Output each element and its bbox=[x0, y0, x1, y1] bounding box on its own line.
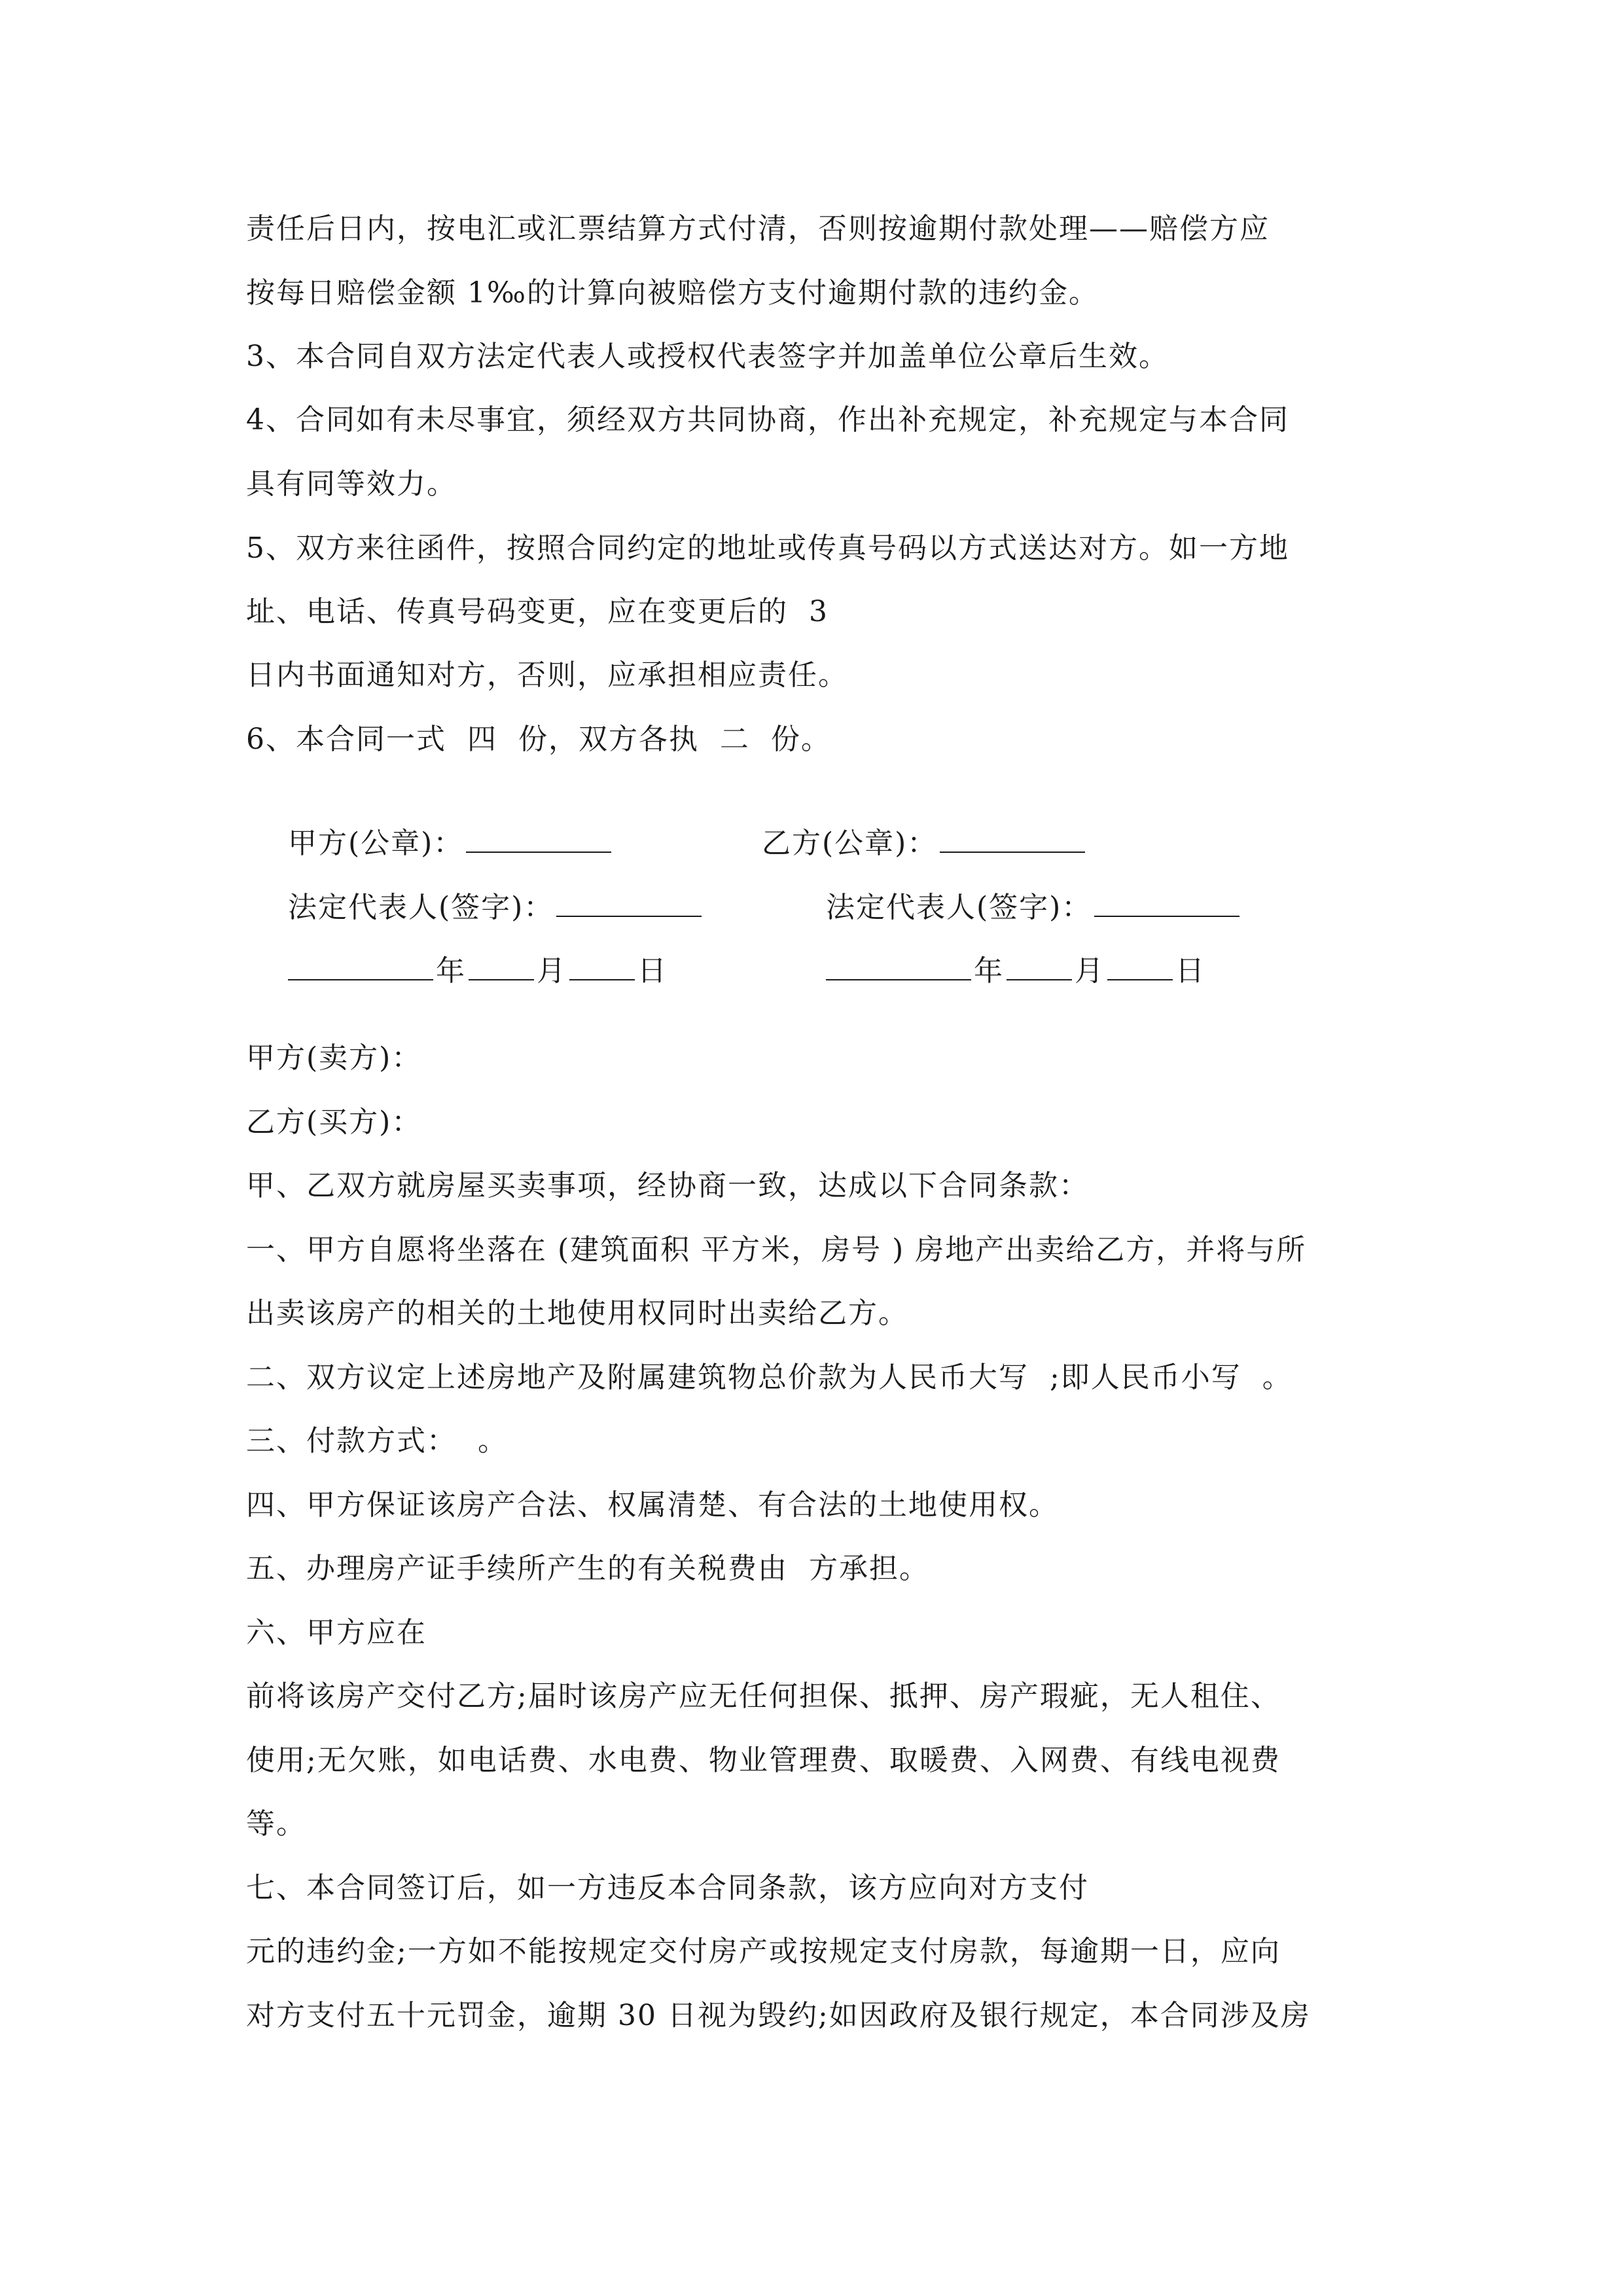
clause-line: 等。 bbox=[246, 1807, 306, 1840]
party-b-seal-label: 乙方(公章)： bbox=[761, 827, 938, 860]
article-6: 六、甲方应在 bbox=[246, 1616, 427, 1649]
day-blank[interactable] bbox=[1107, 950, 1173, 980]
day-label: 日 bbox=[1175, 954, 1205, 988]
article-3: 三、付款方式： 。 bbox=[246, 1424, 508, 1458]
article-4: 四、甲方保证该房产合法、权属清楚、有合法的土地使用权。 bbox=[246, 1488, 1059, 1522]
clause-4: 4、合同如有未尽事宜，须经双方共同协商，作出补充规定，补充规定与本合同 bbox=[246, 403, 1289, 437]
rep-b-label: 法定代表人(签字)： bbox=[825, 891, 1092, 924]
party-a-seal bbox=[246, 783, 614, 860]
preamble: 甲、乙双方就房屋买卖事项，经协商一致，达成以下合同条款： bbox=[246, 1169, 1089, 1202]
clause-line: 按每日赔偿金额 1‰的计算向被赔偿方支付逾期付款的违约金。 bbox=[246, 276, 1099, 310]
clause-line: 责任后日内，按电汇或汇票结算方式付清，否则按逾期付款处理——赔偿方应 bbox=[246, 212, 1270, 245]
clause-6: 6、本合同一式 四 份，双方各执 二 份。 bbox=[246, 723, 831, 756]
buyer-line: 乙方(买方)： bbox=[246, 1105, 422, 1139]
year-blank[interactable] bbox=[826, 950, 971, 980]
clause-5: 5、双方来往函件，按照合同约定的地址或传真号码以方式送达对方。如一方地 bbox=[246, 531, 1289, 565]
rep-a-signature bbox=[246, 848, 704, 924]
clause-line: 使用;无欠账，如电话费、水电费、物业管理费、取暖费、入网费、有线电视费 bbox=[246, 1744, 1281, 1777]
party-b-seal bbox=[720, 783, 1088, 860]
party-a-seal-label: 甲方(公章)： bbox=[287, 827, 464, 860]
month-label: 月 bbox=[536, 954, 567, 988]
month-blank[interactable] bbox=[469, 950, 534, 980]
clause-line: 日内书面通知对方，否则，应承担相应责任。 bbox=[246, 658, 848, 692]
clause-line: 元的违约金;一方如不能按规定交付房产或按规定支付房款，每逾期一日，应向 bbox=[246, 1935, 1281, 1968]
date-b bbox=[784, 911, 1205, 988]
year-label: 年 bbox=[973, 954, 1004, 988]
clause-line: 具有同等效力。 bbox=[246, 467, 457, 501]
rep-a-label: 法定代表人(签字)： bbox=[287, 891, 554, 924]
article-1: 一、甲方自愿将坐落在 (建筑面积 平方米，房号 ) 房地产出卖给乙方，并将与所 bbox=[246, 1233, 1307, 1266]
clause-3: 3、本合同自双方法定代表人或授权代表签字并加盖单位公章后生效。 bbox=[246, 340, 1169, 373]
day-blank[interactable] bbox=[569, 950, 635, 980]
month-blank[interactable] bbox=[1007, 950, 1072, 980]
day-label: 日 bbox=[637, 954, 668, 988]
month-label: 月 bbox=[1074, 954, 1105, 988]
rep-b-signature bbox=[784, 848, 1242, 924]
article-7: 七、本合同签订后，如一方违反本合同条款，该方应向对方支付 bbox=[246, 1871, 1089, 1905]
article-2: 二、双方议定上述房地产及附属建筑物总价款为人民币大写 ;即人民币小写 。 bbox=[246, 1361, 1293, 1394]
clause-line: 址、电话、传真号码变更，应在变更后的 3 bbox=[246, 595, 829, 628]
article-5: 五、办理房产证手续所产生的有关税费由 方承担。 bbox=[246, 1552, 929, 1585]
clause-line: 前将该房产交付乙方;届时该房产应无任何担保、抵押、房产瑕疵，无人租住、 bbox=[246, 1679, 1281, 1713]
year-label: 年 bbox=[435, 954, 466, 988]
clause-line: 出卖该房产的相关的土地使用权同时出卖给乙方。 bbox=[246, 1297, 908, 1330]
clause-line: 对方支付五十元罚金，逾期 30 日视为毁约;如因政府及银行规定，本合同涉及房 bbox=[246, 1999, 1311, 2032]
seller-line: 甲方(卖方)： bbox=[246, 1041, 422, 1075]
year-blank[interactable] bbox=[288, 950, 433, 980]
date-a bbox=[246, 911, 668, 988]
